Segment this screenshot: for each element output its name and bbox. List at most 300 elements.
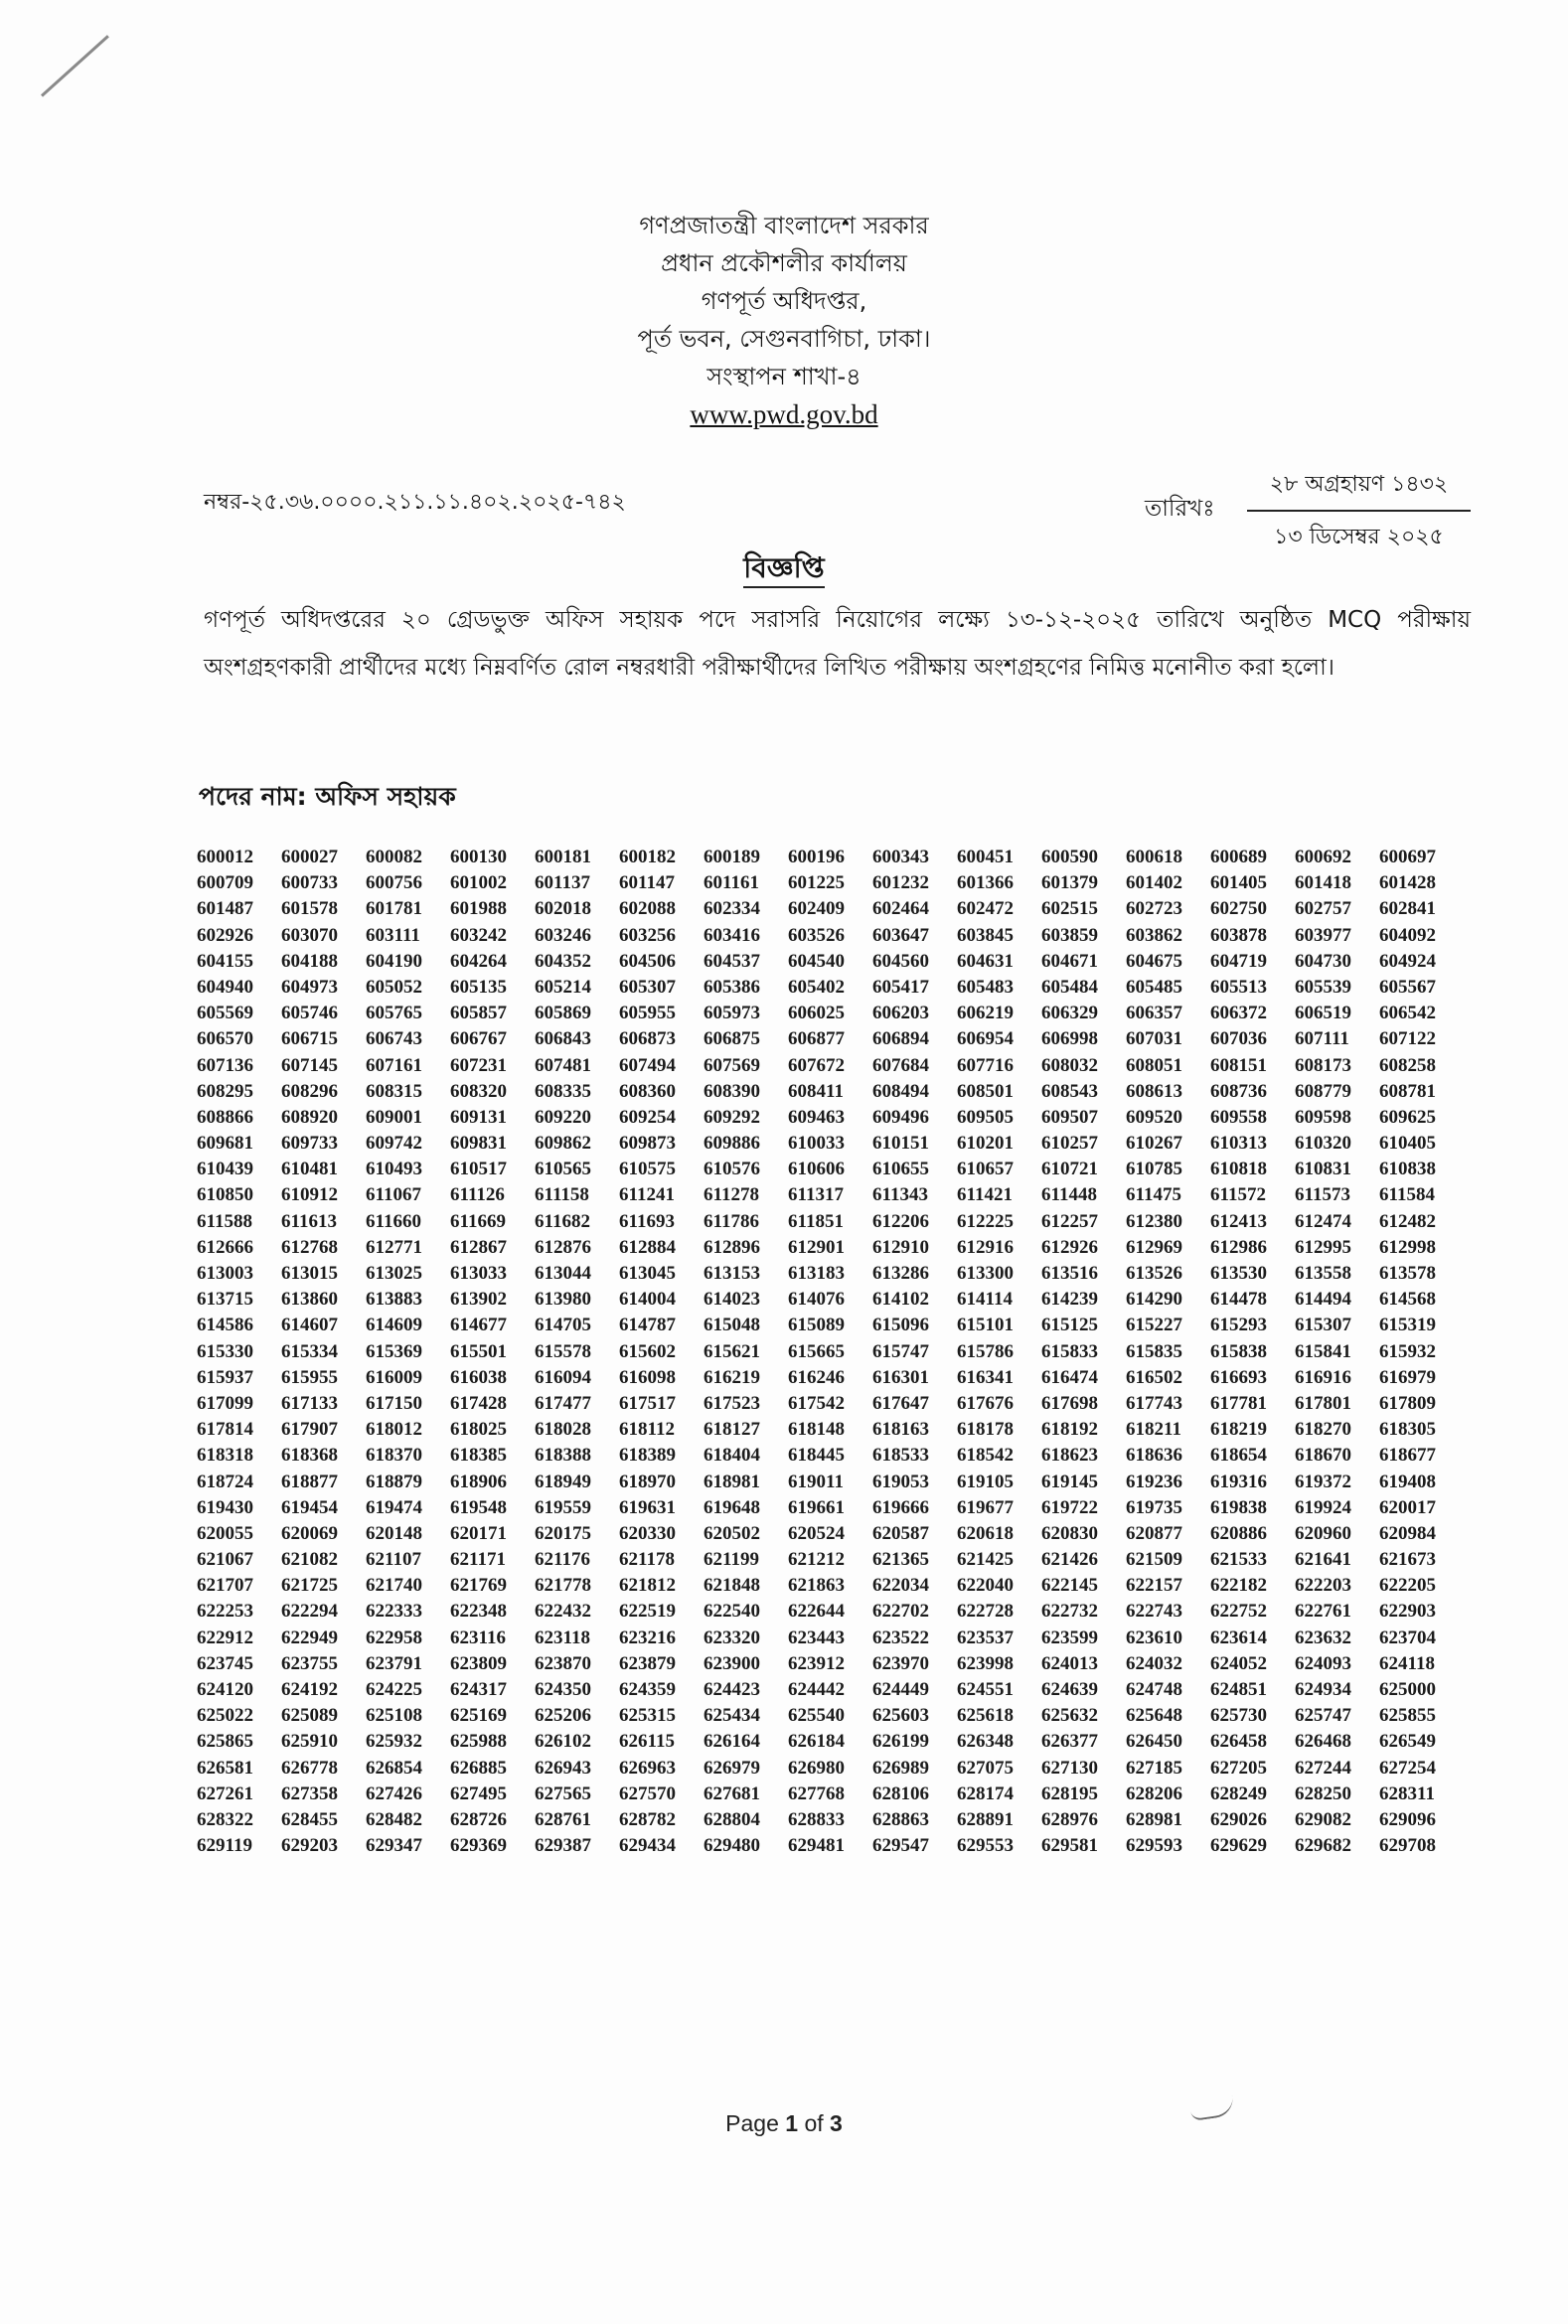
roll-number: 614787 xyxy=(619,1315,676,1336)
roll-number: 603647 xyxy=(872,924,929,946)
roll-number: 606519 xyxy=(1295,1003,1351,1024)
roll-number: 600590 xyxy=(1041,847,1098,867)
roll-number: 609742 xyxy=(366,1133,422,1155)
roll-number: 604924 xyxy=(1379,950,1436,972)
roll-number: 618012 xyxy=(366,1419,422,1441)
roll-number: 612995 xyxy=(1295,1236,1351,1258)
roll-number: 629553 xyxy=(957,1835,1014,1857)
roll-number: 622752 xyxy=(1210,1601,1267,1623)
roll-number: 618533 xyxy=(872,1445,929,1467)
roll-number: 616693 xyxy=(1210,1366,1267,1388)
roll-number: 621641 xyxy=(1295,1549,1351,1571)
roll-number: 625603 xyxy=(872,1705,929,1727)
roll-number: 625108 xyxy=(366,1705,422,1727)
page-footer xyxy=(0,2110,1568,2137)
roll-number: 621533 xyxy=(1210,1549,1267,1571)
roll-number: 608296 xyxy=(281,1080,338,1102)
date-bangla: ২৮ অগ্রহায়ণ ১৪৩২ xyxy=(1247,467,1471,512)
roll-number: 626377 xyxy=(1041,1731,1098,1753)
roll-number: 629581 xyxy=(1041,1835,1098,1857)
roll-number: 600012 xyxy=(197,847,253,867)
roll-number: 606843 xyxy=(535,1028,591,1050)
roll-number: 604155 xyxy=(197,950,253,972)
roll-number: 609873 xyxy=(619,1133,676,1155)
roll-number: 618670 xyxy=(1295,1445,1351,1467)
roll-number: 604537 xyxy=(704,950,760,972)
roll-number: 628250 xyxy=(1295,1782,1351,1804)
roll-number: 600182 xyxy=(619,847,676,867)
roll-number: 617133 xyxy=(281,1392,338,1414)
roll-number: 617517 xyxy=(619,1392,676,1414)
roll-number: 606877 xyxy=(788,1028,845,1050)
roll-number: 623599 xyxy=(1041,1627,1098,1648)
roll-number: 612926 xyxy=(1041,1236,1098,1258)
roll-number: 621171 xyxy=(450,1549,506,1571)
roll-number: 605567 xyxy=(1379,976,1436,998)
roll-number: 618211 xyxy=(1126,1419,1181,1441)
roll-number: 600692 xyxy=(1295,847,1351,867)
roll-number: 614239 xyxy=(1041,1289,1098,1311)
letterhead-website[interactable]: www.pwd.gov.bd xyxy=(690,399,878,429)
roll-number: 613033 xyxy=(450,1263,507,1284)
roll-number: 615841 xyxy=(1295,1340,1351,1362)
roll-number: 621740 xyxy=(366,1575,422,1597)
roll-number: 619735 xyxy=(1126,1496,1182,1518)
roll-number: 624317 xyxy=(450,1679,507,1700)
roll-number: 610439 xyxy=(197,1159,253,1180)
roll-number: 608335 xyxy=(535,1080,591,1102)
roll-number: 603242 xyxy=(450,924,507,946)
roll-number: 621863 xyxy=(788,1575,845,1597)
roll-number: 622333 xyxy=(366,1601,422,1623)
roll-number: 622732 xyxy=(1041,1601,1098,1623)
roll-number: 618879 xyxy=(366,1471,422,1492)
roll-number: 610033 xyxy=(788,1133,845,1155)
roll-number: 618623 xyxy=(1041,1445,1098,1467)
roll-number: 623216 xyxy=(619,1627,676,1648)
roll-number: 604264 xyxy=(450,950,507,972)
roll-number: 618388 xyxy=(535,1445,591,1467)
roll-number: 603859 xyxy=(1041,924,1098,946)
roll-number: 619011 xyxy=(788,1471,844,1492)
roll-number: 607231 xyxy=(450,1054,507,1076)
roll-number: 619145 xyxy=(1041,1471,1098,1492)
roll-number: 609862 xyxy=(535,1133,591,1155)
date-label: তারিখঃ xyxy=(1145,496,1215,522)
roll-number: 616979 xyxy=(1379,1366,1436,1388)
roll-number: 611448 xyxy=(1041,1184,1097,1206)
roll-number: 613044 xyxy=(535,1263,591,1284)
roll-number: 600451 xyxy=(957,847,1014,867)
roll-number: 610517 xyxy=(450,1159,507,1180)
roll-number: 608258 xyxy=(1379,1054,1436,1076)
roll-number: 628106 xyxy=(872,1782,929,1804)
roll-number: 626115 xyxy=(619,1731,675,1753)
roll-number: 613003 xyxy=(197,1263,253,1284)
roll-number: 612768 xyxy=(281,1236,338,1258)
roll-number: 606873 xyxy=(619,1028,676,1050)
roll-number: 604506 xyxy=(619,950,676,972)
roll-number: 604719 xyxy=(1210,950,1267,972)
roll-number: 612986 xyxy=(1210,1236,1267,1258)
roll-number: 627681 xyxy=(704,1782,760,1804)
roll-number: 613153 xyxy=(704,1263,760,1284)
roll-number: 628833 xyxy=(788,1808,845,1830)
roll-number: 627570 xyxy=(619,1782,676,1804)
roll-number: 623118 xyxy=(535,1627,590,1648)
roll-number: 608779 xyxy=(1295,1080,1351,1102)
roll-number: 607494 xyxy=(619,1054,676,1076)
roll-number: 618654 xyxy=(1210,1445,1267,1467)
roll-number: 614478 xyxy=(1210,1289,1267,1311)
roll-number: 627130 xyxy=(1041,1757,1098,1779)
roll-number: 608315 xyxy=(366,1080,422,1102)
roll-number: 623970 xyxy=(872,1652,929,1674)
roll-number: 615602 xyxy=(619,1340,676,1362)
roll-number: 623610 xyxy=(1126,1627,1182,1648)
roll-number: 611241 xyxy=(619,1184,675,1206)
roll-number: 625855 xyxy=(1379,1705,1436,1727)
roll-number: 615319 xyxy=(1379,1315,1436,1336)
roll-number: 620886 xyxy=(1210,1522,1267,1544)
roll-number: 609681 xyxy=(197,1133,253,1155)
roll-number: 621067 xyxy=(197,1549,253,1571)
roll-number: 610721 xyxy=(1041,1159,1098,1180)
roll-number: 609558 xyxy=(1210,1106,1267,1128)
roll-number: 614004 xyxy=(619,1289,676,1311)
roll-number: 608411 xyxy=(788,1080,844,1102)
roll-number: 610201 xyxy=(957,1133,1014,1155)
roll-number: 605052 xyxy=(366,976,422,998)
roll-number: 601379 xyxy=(1041,872,1098,894)
roll-number: 625206 xyxy=(535,1705,591,1727)
roll-number: 618404 xyxy=(704,1445,760,1467)
roll-number: 618148 xyxy=(788,1419,845,1441)
roll-number: 604188 xyxy=(281,950,338,972)
roll-number: 605973 xyxy=(704,1003,760,1024)
roll-number: 610267 xyxy=(1126,1133,1182,1155)
roll-number: 626468 xyxy=(1295,1731,1351,1753)
roll-number: 609598 xyxy=(1295,1106,1351,1128)
roll-number: 616474 xyxy=(1041,1366,1098,1388)
roll-number: 623879 xyxy=(619,1652,676,1674)
roll-number: 601428 xyxy=(1379,872,1436,894)
roll-number: 618163 xyxy=(872,1419,929,1441)
roll-number: 620330 xyxy=(619,1522,676,1544)
roll-number: 605483 xyxy=(957,976,1014,998)
roll-number: 605539 xyxy=(1295,976,1351,998)
roll-number: 606875 xyxy=(704,1028,760,1050)
roll-number: 601232 xyxy=(872,872,929,894)
roll-number: 627254 xyxy=(1379,1757,1436,1779)
roll-number: 620017 xyxy=(1379,1496,1436,1518)
roll-number: 624423 xyxy=(704,1679,760,1700)
roll-number: 629026 xyxy=(1210,1808,1267,1830)
roll-number: 608173 xyxy=(1295,1054,1351,1076)
roll-number: 609507 xyxy=(1041,1106,1098,1128)
roll-number: 606372 xyxy=(1210,1003,1267,1024)
roll-number: 611682 xyxy=(535,1210,590,1232)
roll-number: 627261 xyxy=(197,1782,253,1804)
roll-number: 609220 xyxy=(535,1106,591,1128)
roll-number: 624449 xyxy=(872,1679,929,1700)
memo-number: নম্বর-২৫.৩৬.০০০০.২১১.১১.৪০২.২০২৫-৭৪২ xyxy=(204,490,626,515)
roll-number: 618389 xyxy=(619,1445,676,1467)
roll-number: 616301 xyxy=(872,1366,929,1388)
roll-number: 621509 xyxy=(1126,1549,1182,1571)
roll-number: 605402 xyxy=(788,976,845,998)
roll-number: 608051 xyxy=(1126,1054,1182,1076)
roll-number: 606570 xyxy=(197,1028,253,1050)
roll-number: 602472 xyxy=(957,898,1014,920)
roll-number: 614102 xyxy=(872,1289,929,1311)
roll-number: 612884 xyxy=(619,1236,676,1258)
roll-number: 620069 xyxy=(281,1522,338,1544)
roll-number: 619053 xyxy=(872,1471,929,1492)
roll-number: 622728 xyxy=(957,1601,1014,1623)
roll-number: 608543 xyxy=(1041,1080,1098,1102)
date-gregorian: ১৩ ডিসেম্বর ২০২৫ xyxy=(1274,525,1444,549)
roll-number: 613860 xyxy=(281,1289,338,1311)
roll-number: 617542 xyxy=(788,1392,845,1414)
roll-number: 617099 xyxy=(197,1392,253,1414)
roll-number: 621673 xyxy=(1379,1549,1436,1571)
roll-number: 621725 xyxy=(281,1575,338,1597)
roll-number: 619722 xyxy=(1041,1496,1098,1518)
roll-number: 625540 xyxy=(788,1705,845,1727)
roll-number: 621082 xyxy=(281,1549,338,1571)
roll-number: 620502 xyxy=(704,1522,760,1544)
roll-number: 622519 xyxy=(619,1601,676,1623)
roll-number: 603070 xyxy=(281,924,338,946)
roll-number: 628726 xyxy=(450,1808,507,1830)
roll-number: 610257 xyxy=(1041,1133,1098,1155)
roll-number: 622761 xyxy=(1295,1601,1351,1623)
roll-number: 628981 xyxy=(1126,1808,1182,1830)
roll-number: 615932 xyxy=(1379,1340,1436,1362)
roll-number: 623443 xyxy=(788,1627,845,1648)
roll-number: 612225 xyxy=(957,1210,1014,1232)
letterhead-branch: সংস্থাপন শাখা-৪ xyxy=(706,363,862,390)
roll-number: 625648 xyxy=(1126,1705,1182,1727)
roll-number: 626102 xyxy=(535,1731,591,1753)
roll-number: 622702 xyxy=(872,1601,929,1623)
roll-number: 615838 xyxy=(1210,1340,1267,1362)
roll-number: 613025 xyxy=(366,1263,422,1284)
roll-number: 601405 xyxy=(1210,872,1267,894)
roll-number: 610575 xyxy=(619,1159,676,1180)
roll-number: 610655 xyxy=(872,1159,929,1180)
roll-number: 613526 xyxy=(1126,1263,1182,1284)
roll-number: 629369 xyxy=(450,1835,507,1857)
roll-number: 629593 xyxy=(1126,1835,1182,1857)
roll-number: 622903 xyxy=(1379,1601,1436,1623)
roll-number: 615786 xyxy=(957,1340,1014,1362)
roll-number: 609463 xyxy=(788,1106,845,1128)
roll-number: 628891 xyxy=(957,1808,1014,1830)
roll-number: 626885 xyxy=(450,1757,507,1779)
roll-number: 626348 xyxy=(957,1731,1014,1753)
roll-number: 610785 xyxy=(1126,1159,1182,1180)
letterhead-address: পূর্ত ভবন, সেগুনবাগিচা, ঢাকা। xyxy=(637,325,931,353)
roll-number: 610912 xyxy=(281,1184,338,1206)
roll-number: 606357 xyxy=(1126,1003,1182,1024)
roll-number: 618970 xyxy=(619,1471,676,1492)
roll-number: 610850 xyxy=(197,1184,253,1206)
roll-number: 619631 xyxy=(619,1496,676,1518)
post-name: পদের নাম: অফিস সহায়ক xyxy=(199,782,456,811)
roll-number: 607136 xyxy=(197,1054,253,1076)
roll-number: 611158 xyxy=(535,1184,589,1206)
letterhead xyxy=(0,207,1568,433)
roll-number: 605869 xyxy=(535,1003,591,1024)
roll-number: 622034 xyxy=(872,1575,929,1597)
notice-title: বিজ্ঞপ্তি xyxy=(743,551,824,588)
roll-number: 606998 xyxy=(1041,1028,1098,1050)
roll-number: 610493 xyxy=(366,1159,422,1180)
roll-number: 600756 xyxy=(366,872,422,894)
roll-number: 617809 xyxy=(1379,1392,1436,1414)
roll-number: 615227 xyxy=(1126,1315,1182,1336)
roll-number: 603878 xyxy=(1210,924,1267,946)
roll-number: 619838 xyxy=(1210,1496,1267,1518)
roll-number: 623755 xyxy=(281,1652,338,1674)
letterhead-department: গণপূর্ত অধিদপ্তর, xyxy=(701,287,867,315)
roll-number: 602464 xyxy=(872,898,929,920)
roll-number: 612474 xyxy=(1295,1210,1351,1232)
roll-number: 618025 xyxy=(450,1419,507,1441)
roll-number: 619408 xyxy=(1379,1471,1436,1492)
roll-number: 629708 xyxy=(1379,1835,1436,1857)
roll-number: 616502 xyxy=(1126,1366,1182,1388)
roll-number: 602926 xyxy=(197,924,253,946)
roll-number: 611584 xyxy=(1379,1184,1435,1206)
roll-number: 602409 xyxy=(788,898,845,920)
roll-number: 627495 xyxy=(450,1782,507,1804)
roll-number: 615369 xyxy=(366,1340,422,1362)
roll-number: 604560 xyxy=(872,950,929,972)
roll-number: 613715 xyxy=(197,1289,253,1311)
roll-number: 617814 xyxy=(197,1419,253,1441)
roll-number: 623320 xyxy=(704,1627,760,1648)
roll-number: 608866 xyxy=(197,1106,253,1128)
pen-stroke-mark xyxy=(41,35,109,96)
roll-number: 620877 xyxy=(1126,1522,1182,1544)
roll-number: 607122 xyxy=(1379,1028,1436,1050)
roll-number: 615096 xyxy=(872,1315,929,1336)
roll-number: 615125 xyxy=(1041,1315,1098,1336)
roll-number: 614586 xyxy=(197,1315,253,1336)
roll-number: 601418 xyxy=(1295,872,1351,894)
page-word: Page xyxy=(725,2110,779,2136)
roll-number: 618318 xyxy=(197,1445,253,1467)
roll-number: 609131 xyxy=(450,1106,507,1128)
roll-number: 609292 xyxy=(704,1106,760,1128)
roll-number: 602723 xyxy=(1126,898,1182,920)
roll-number: 619648 xyxy=(704,1496,760,1518)
roll-number: 623632 xyxy=(1295,1627,1351,1648)
roll-number: 610576 xyxy=(704,1159,760,1180)
roll-number: 619924 xyxy=(1295,1496,1351,1518)
roll-number: 622949 xyxy=(281,1627,338,1648)
roll-number: 629203 xyxy=(281,1835,338,1857)
roll-number: 616341 xyxy=(957,1366,1014,1388)
roll-number: 629480 xyxy=(704,1835,760,1857)
roll-number: 615089 xyxy=(788,1315,845,1336)
roll-number: 604092 xyxy=(1379,924,1436,946)
roll-number: 628195 xyxy=(1041,1782,1098,1804)
roll-number: 607161 xyxy=(366,1054,422,1076)
roll-number: 610606 xyxy=(788,1159,845,1180)
roll-number: 617477 xyxy=(535,1392,591,1414)
roll-number: 629629 xyxy=(1210,1835,1267,1857)
roll-number: 612257 xyxy=(1041,1210,1098,1232)
roll-number: 604730 xyxy=(1295,950,1351,972)
roll-number: 605214 xyxy=(535,976,591,998)
roll-number: 613183 xyxy=(788,1263,845,1284)
roll-number: 605485 xyxy=(1126,976,1182,998)
roll-number: 628863 xyxy=(872,1808,929,1830)
roll-number: 623791 xyxy=(366,1652,422,1674)
roll-number: 621707 xyxy=(197,1575,253,1597)
roll-number: 620618 xyxy=(957,1522,1014,1544)
roll-number: 604940 xyxy=(197,976,253,998)
roll-number: 605513 xyxy=(1210,976,1267,998)
roll-number: 600027 xyxy=(281,847,338,867)
roll-number: 614568 xyxy=(1379,1289,1436,1311)
roll-number: 600196 xyxy=(788,847,845,867)
roll-number: 612482 xyxy=(1379,1210,1436,1232)
page-of-word: of xyxy=(804,2110,824,2136)
roll-number: 625434 xyxy=(704,1705,760,1727)
roll-number: 614607 xyxy=(281,1315,338,1336)
roll-number: 628174 xyxy=(957,1782,1014,1804)
roll-number: 603416 xyxy=(704,924,760,946)
roll-number: 623998 xyxy=(957,1652,1014,1674)
roll-number: 618949 xyxy=(535,1471,591,1492)
roll-number: 606542 xyxy=(1379,1003,1436,1024)
roll-number: 618112 xyxy=(619,1419,675,1441)
roll-number: 619316 xyxy=(1210,1471,1267,1492)
roll-number: 627075 xyxy=(957,1757,1014,1779)
roll-number: 601402 xyxy=(1126,872,1182,894)
roll-number: 623809 xyxy=(450,1652,507,1674)
roll-number: 623614 xyxy=(1210,1627,1267,1648)
roll-number: 621778 xyxy=(535,1575,591,1597)
roll-number: 615937 xyxy=(197,1366,253,1388)
roll-number: 617907 xyxy=(281,1419,338,1441)
roll-number: 624934 xyxy=(1295,1679,1351,1700)
roll-number: 606219 xyxy=(957,1003,1014,1024)
roll-number: 626979 xyxy=(704,1757,760,1779)
roll-number: 605765 xyxy=(366,1003,422,1024)
roll-number: 621107 xyxy=(366,1549,421,1571)
roll-number: 608781 xyxy=(1379,1080,1436,1102)
roll-number: 620175 xyxy=(535,1522,591,1544)
roll-number: 611126 xyxy=(450,1184,505,1206)
roll-number: 601781 xyxy=(366,898,422,920)
roll-number: 608613 xyxy=(1126,1080,1182,1102)
roll-number: 613300 xyxy=(957,1263,1014,1284)
roll-number: 624120 xyxy=(197,1679,253,1700)
roll-number: 616098 xyxy=(619,1366,676,1388)
roll-number: 608032 xyxy=(1041,1054,1098,1076)
roll-number: 625089 xyxy=(281,1705,338,1727)
roll-number: 617801 xyxy=(1295,1392,1351,1414)
roll-number: 607684 xyxy=(872,1054,929,1076)
roll-number: 628804 xyxy=(704,1808,760,1830)
roll-number: 604631 xyxy=(957,950,1014,972)
